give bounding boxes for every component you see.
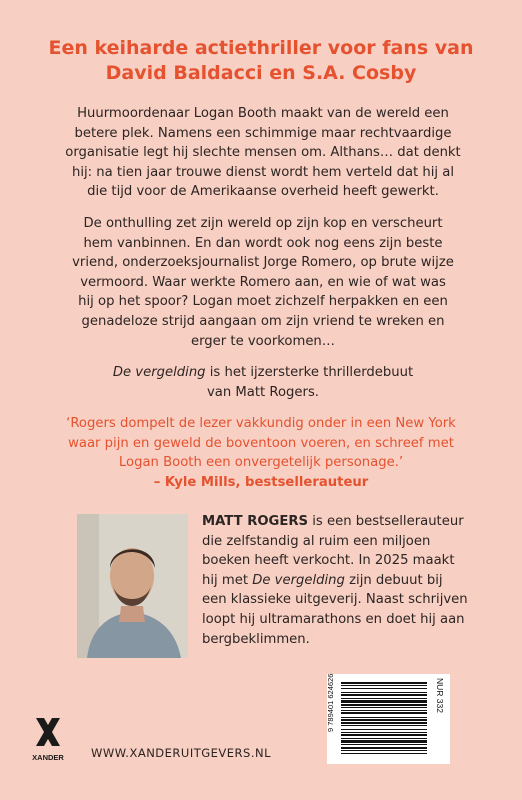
publisher-website[interactable]: WWW.XANDERUITGEVERS.NL [91, 746, 272, 760]
headline-line-2: David Baldacci en S.A. Cosby [105, 62, 417, 84]
barcode-bar [341, 712, 427, 714]
text-line: betere plek. Namens een schimmige maar rechtvaardige [74, 125, 452, 141]
barcode-bar [341, 694, 427, 696]
text-line: boeken heeft verkocht. In 2025 maakt [202, 553, 455, 569]
text-line: van Matt Rogers. [206, 384, 320, 400]
barcode-bar [341, 704, 427, 706]
text-line: hij: na tien jaar trouwe dienst wordt hem verteld dat hij al [71, 164, 455, 180]
text-line: die zelfstandig al ruim een miljoen [202, 533, 431, 549]
debut-statement [58, 363, 468, 402]
text-line: genadeloze strijd aangaan om zijn vriend te wreken en [81, 313, 445, 329]
text-line: hij op het spoor? Logan moet zichzelf herpakken en een [78, 294, 448, 310]
barcode-bar [341, 707, 427, 708]
text-line: een klassieke uitgeverij. Naast schrijven [202, 592, 468, 608]
barcode-bar [341, 734, 427, 736]
author-photo [77, 514, 188, 658]
text-line [58, 363, 468, 383]
synopsis-paragraph-1 [58, 104, 468, 202]
text-line: hem vanbinnen. En dan wordt ook nog eens zijn beste [83, 235, 443, 251]
barcode-bar [341, 744, 427, 745]
quote-line: waar pijn en geweld de boventoon voeren, en schreef met [68, 435, 454, 451]
barcode-bar [341, 688, 427, 689]
author-bio [202, 512, 482, 649]
xander-x-icon [33, 716, 63, 764]
text-line: De onthulling zet zijn wereld op zijn kop en verscheurt [83, 216, 443, 231]
review-quote [48, 414, 474, 492]
text-line: bergbeklimmen. [202, 631, 310, 647]
quote-attribution: – Kyle Mills, bestsellerauteur [153, 474, 369, 490]
barcode-bar [341, 719, 427, 721]
text-line [202, 571, 482, 591]
barcode-graphic [327, 674, 450, 764]
isbn-digits: 9 789401 624626 [326, 673, 335, 732]
barcode-bar [341, 717, 427, 718]
text-line: loopt hij ultramarathons en doet hij aan [202, 611, 465, 627]
bio-text: hij met [202, 572, 253, 588]
barcode-bar [341, 750, 427, 751]
barcode-bar [341, 685, 427, 686]
quote-line: Logan Booth een onvergetelijk personage.’ [118, 455, 404, 471]
synopsis-paragraph-2 [58, 214, 468, 351]
bio-text: is een bestsellerauteur [308, 514, 464, 529]
barcode-bar [341, 729, 427, 730]
barcode-bar [341, 738, 427, 739]
headline-line-1: Een keiharde actiethriller voor fans van [48, 37, 474, 59]
text-line: vriend, onderzoeksjournalist Jorge Romero, op brute wijze [72, 255, 454, 271]
barcode-bar [341, 722, 427, 724]
author-portrait [77, 514, 188, 658]
quote-line: ‘Rogers dompelt de lezer vakkundig onder in een New York [66, 416, 456, 431]
headline [40, 36, 482, 86]
publisher-logo-text: XANDER [32, 753, 64, 762]
book-title: De vergelding [252, 572, 345, 588]
barcode-bar [341, 698, 427, 699]
text-line: die tijd voor de Amerikaanse overheid heeft gewerkt. [87, 184, 439, 200]
barcode-bar [341, 682, 427, 684]
barcode-bar [341, 732, 427, 733]
debut-text: is het ijzersterke thrillerdebuut [205, 365, 414, 380]
barcode-bar [341, 725, 427, 726]
book-title: De vergelding [112, 365, 206, 380]
barcode-bar [341, 700, 427, 703]
text-line: Huurmoordenaar Logan Booth maakt van de wereld een [77, 106, 449, 121]
nur-code: NUR 332 [435, 678, 445, 713]
bio-text: zijn debuut bij [344, 572, 443, 588]
author-name: MATT ROGERS [202, 514, 309, 529]
barcode-bar [341, 753, 427, 754]
barcode-bar [341, 740, 427, 743]
text-line: organisatie legt hij slechte mensen om. Althans… dat denkt [65, 145, 461, 161]
text-line: erger te voorkomen… [191, 333, 335, 349]
xander-logo [33, 716, 63, 764]
text-line [202, 512, 482, 532]
barcode-bar [341, 692, 427, 693]
text-line: vermoord. Waar werkte Romero aan, en wie of wat was [80, 274, 446, 290]
barcode-box [327, 674, 450, 764]
barcode-bar [341, 710, 427, 711]
barcode-bar [341, 747, 427, 749]
barcode-bars [341, 682, 427, 754]
